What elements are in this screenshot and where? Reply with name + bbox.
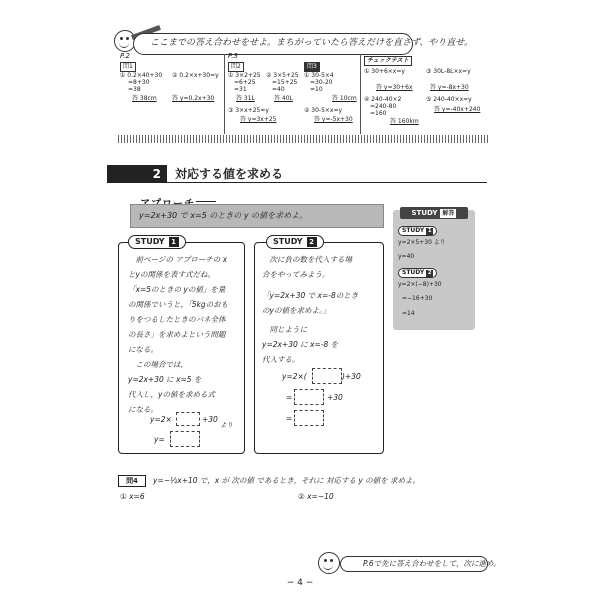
check-4-line1: ④ 240-40×2 [364,96,402,103]
check-4-line2: =240-80 [370,103,397,110]
study2-blank-1[interactable] [312,368,342,384]
check-4-answer: 答 160km [390,118,419,125]
check-1-line1: ① 30+6×x=y [364,68,405,75]
study1-blank-1[interactable] [176,412,200,426]
study1-blank-2[interactable] [170,431,200,447]
next-step-banner: P.6で先に答え合わせをして，次に進め。 [340,556,488,572]
study1-paragraph: 前ページの アプローチの x とyの関係を表す式だね。 「x=5のときの yの値」を量 の関係でいうと，「5kgのおも りをつるしたときのバネ全体 の長さ」を求めよという問題 になる。 この場合では， y=2x+30 に x=5 を 代入し，yの値を求める式 になる。 [128,255,229,414]
answer-study2-line3: =−16+30 [402,295,433,302]
study2-eq2-right: +30 [327,393,343,402]
p3-q3-tag: 問3 [304,62,320,72]
study1-eq2-left: y= [154,435,165,444]
problem4-tag: 問4 [118,475,146,487]
p3-label: P.3 [228,52,238,60]
p2-item1-answer: 答 38cm [132,95,157,102]
study2-tab-label: STUDY [273,237,303,246]
answer-study2-line5: =14 [402,310,415,317]
answer-check-banner: ここまでの答え合わせをせよ。まちがっていたら答えだけを直さず、やり直せ。 [133,33,413,55]
study2-text2: 同じように y=2x+30 に x=-8 を 代入する。 [262,325,339,364]
q2-2-answer: 答 40L [274,95,293,102]
answer-study1-tab [398,226,437,236]
divider [360,54,361,134]
q3-2-answer: 答 y=-5x+30 [314,116,353,123]
section-title: 対応する値を求める [175,167,284,181]
answer-study1-line1: y=2×5+30 より [398,239,446,246]
answer-panel-tab-label: STUDY [411,209,438,217]
check-3-line1: ③ 30L-8L×x=y [426,68,471,75]
study1-tab [128,235,186,249]
answer-panel-tab-suffix: 解答 [442,210,455,217]
q2-3-line1: ③ 3×x+25=y [228,107,269,114]
answer-study1-label: STUDY [402,227,425,234]
check-test-tag: チェックテスト [364,56,412,66]
section-number: 2 [107,165,167,183]
study2-blank-3[interactable] [294,410,324,426]
p2-label: P.2 [120,52,130,60]
study2-paragraph: 次に負の数を代入する場 合をやってみよう。 [262,255,352,279]
check-5-answer: 答 y=-40x+240 [434,106,481,113]
hatched-divider [118,135,488,143]
q2-1-answer: 答 31L [236,95,255,102]
p2-question-tag: 問1 [120,62,136,72]
study2-tab [266,235,324,249]
study2-quote: 「y=2x+30 で x=-8のとき のyの値を求めよ。」 [262,291,359,315]
study1-eq1-left: y=2× [150,415,172,424]
study1-tab-label: STUDY [135,237,165,246]
study1-tab-number: 1 [169,237,179,247]
study2-eq3-left: = [286,414,293,423]
problem4-text: y=−½x+10 で，x が 次の値 であるとき，それに 対応する y の値を 求めよ。 [153,476,421,485]
q3-1-line3: =10 [310,86,323,93]
problem4-option1: ① x=6 [120,492,145,501]
check-5-line1: ⑤ 240-40×x=y [426,96,472,103]
approach-box: y=2x+30 で x=5 のときの y の値を求めよ。 [130,204,384,228]
answer-study2-tab [398,268,437,278]
q2-2-line3: =40 [272,86,285,93]
mascot-face-icon [318,552,340,574]
study2-eq2-left: = [286,393,293,402]
problem4-option2: ② x=−10 [298,492,334,501]
p3-q2-tag: 問2 [228,62,244,72]
answer-study1-number: 1 [427,228,432,234]
check-3-answer: 答 y=-8x+30 [430,84,469,91]
p2-item1-line3: =38 [128,86,141,93]
answer-study2-label: STUDY [402,269,425,276]
q3-1-line1: ① 30-5×4 [304,72,334,79]
answer-study2-line1: y=2×(−8)+30 [398,281,442,288]
answer-panel-tab [400,207,468,219]
study1-eq1-right: +30 [202,415,218,424]
q2-3-answer: 答 y=3x+25 [240,116,277,123]
study1-eq1-note: より [220,421,233,429]
q3-2-line1: ② 30-5×x=y [304,107,343,114]
section-header [107,165,487,183]
study2-eq1-left: y=2×( [282,372,307,381]
divider [224,54,225,134]
q3-1-answer: 答 10cm [332,95,357,102]
page-number: − 4 − [286,578,314,588]
q3-1-line2: =30-20 [310,79,333,86]
p2-item2-line1: ② 0.2×x+30=y [172,72,219,79]
p2-item1-line1: ① 0.2×40+30 [120,72,163,79]
check-4-line3: =160 [370,110,387,117]
q2-1-line3: =31 [234,86,247,93]
p2-item2-answer: 答 y=0.2x+30 [172,95,215,102]
check-1-answer: 答 y=30+6x [376,84,413,91]
q2-2-line2: =15+25 [272,79,298,86]
q2-1-line2: =6+25 [234,79,256,86]
study2-tab-number: 2 [307,237,317,247]
q2-1-line1: ① 3×2+25 [228,72,261,79]
q2-2-line1: ② 3×5+25 [266,72,299,79]
p2-item1-line2: =8+30 [128,79,150,86]
study2-blank-2[interactable] [294,389,324,405]
answer-study1-line3: y=40 [398,253,415,260]
study2-eq1-right: )+30 [342,372,361,381]
answer-study2-number: 2 [427,270,432,276]
previous-answers [118,52,488,140]
